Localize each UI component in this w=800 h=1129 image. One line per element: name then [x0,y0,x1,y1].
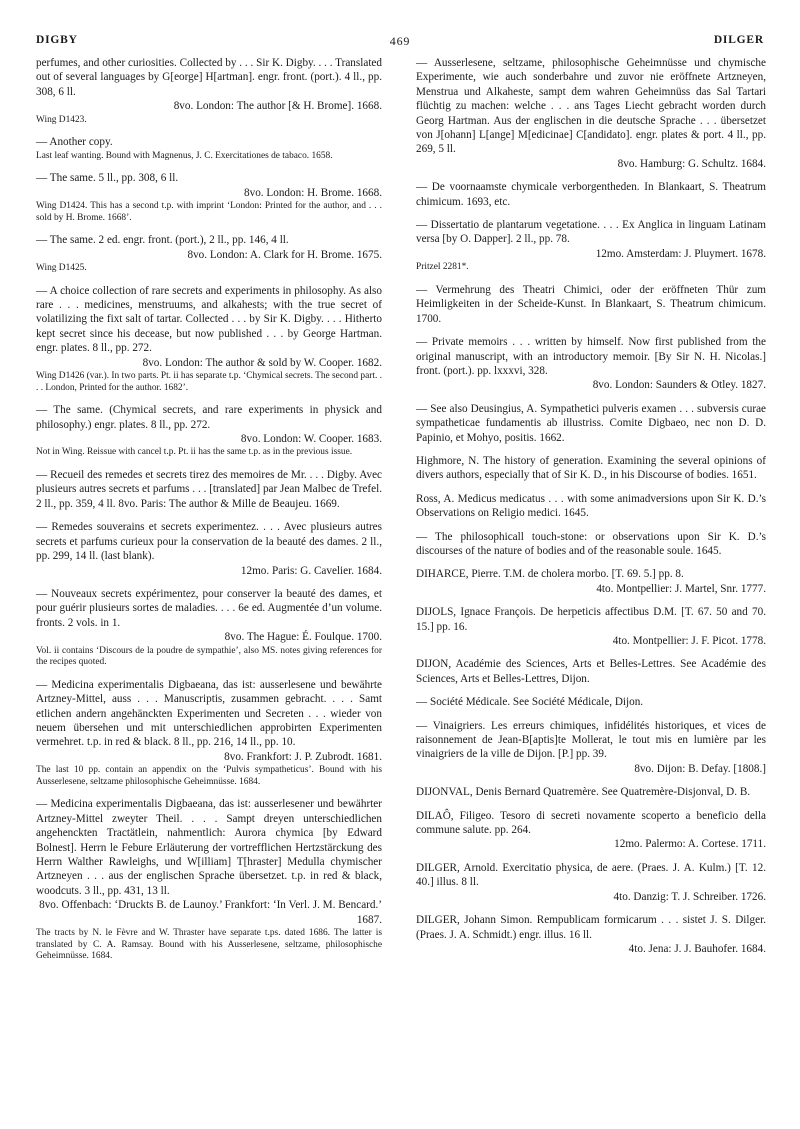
catalogue-entry [416,695,766,709]
catalogue-entry [416,809,766,852]
entry-text: DILGER, Arnold. Exercitatio physica, de aere. (Praes. J. A. Kulm.) [T. 12. 40.] illus. 8 ll. [416,861,766,889]
entry-imprint: 8vo. The Hague: É. Foulque. 1700. [224,631,382,644]
catalogue-entry [416,283,766,326]
entry-text: — The philosophicall touch-stone: or observations upon Sir K. D.’s discourses of the nature of bodies and of the reasonable soule. 1645. [416,530,766,557]
entry-imprint: 8vo. London: The author [& H. Brome]. 1668. [173,100,382,113]
catalogue-entry [36,468,382,511]
entry-imprint: 8vo. Hamburg: G. Schultz. 1684. [617,157,766,170]
catalogue-entry [416,605,766,648]
catalogue-entry [416,492,766,521]
catalogue-entry [416,402,766,445]
entry-text: — The same. 5 ll., pp. 308, 6 ll. [36,172,179,185]
header-right-headword: DILGER [713,34,764,46]
entry-imprint: 12mo. Paris: G. Cavelier. 1684. [240,564,382,577]
catalogue-entry [416,913,766,956]
catalogue-entry [416,719,766,777]
catalogue-entry [416,530,766,559]
entry-text: — Dissertatio de plantarum vegetatione. . . . Ex Anglica in linguam Latinam versa [by O. Dapper]. 2 ll., pp. 78. [416,219,766,246]
running-header [36,34,764,52]
entry-text: — Nouveaux secrets expérimentez, pour conserver la beauté des dames, et pour guérir plusieurs sortes de maladies. . . . 6e ed. Augmentée d’un volume. fronts. 2 vols. in 1. [36,587,382,629]
entry-imprint: 8vo. London: W. Cooper. 1683. [240,433,382,446]
left-column [36,56,382,972]
entry-text: DILAÔ, Filigeo. Tesoro di secreti novamente scoperto a beneficio della commune salute. pp. 264. [416,809,766,837]
catalogue-entry [416,180,766,209]
catalogue-entry [36,56,382,126]
header-left-headword: DIGBY [36,34,78,46]
entry-imprint: 4to. Montpellier: J. F. Picot. 1778. [612,635,766,647]
entry-text: — Recueil des remedes et secrets tirez des memoires de Mr. . . . Digby. Avec plusieurs autres secrets et parfums . . . [translated] par Jean Malbec de Trefel. 2 ll., pp. 359, 4 ll. 8vo. Paris: The author & Mille de Beaujeu. 1669. [36,469,382,510]
catalogue-entry [36,678,382,789]
entry-text: — A choice collection of rare secrets and experiments in philosophy. As also rare . . . medicines, menstruums, and alkahests; with the true secret of volatilizing the fixt salt of tartar. Collected . . . by Sir K. Digby. . . . Hitherto kept secret since his decease, but now published . . . by George Hartman. engr. plates. 8 ll., pp. 272. [36,284,382,355]
entry-imprint: 8vo. London: H. Brome. 1668. [244,186,382,199]
entry-imprint: 4to. Jena: J. J. Bauhofer. 1684. [628,942,766,955]
catalogue-entry [416,56,766,171]
entry-imprint: 4to. Montpellier: J. Martel, Snr. 1777. [596,582,766,595]
entry-note: Wing D1425. [36,263,87,274]
entry-note: Pritzel 2281*. [416,262,469,273]
entry-note: Wing D1424. This has a second t.p. with imprint ‘London: Printed for the author, and . . . sold by H. Brome. 1668’. [36,201,382,223]
entry-text: — See also Deusingius, A. Sympathetici pulveris examen . . . subversis curae sympatheticae fundamentis ab illustriss. Comite Digbaeo, nec non D. D. Papinio, et Mohyo, positis. 1662. [416,402,766,444]
entry-text: Ross, A. Medicus medicatus . . . with some animadversions upon Sir K. D.’s Observations on Religio medici. 1645. [416,492,766,520]
entry-text: — Medicina experimentalis Digbaeana, das ist: ausserlesene und bewährte Artzney-Mittel, auss . . . Manuscriptis, zusammen gebracht. . . . Samt etlichen andern angehänckten Experimenten und Secreten . . . wieder von neuem übersehen und mit unterschiedlichen approbirten Experimenten vermehret. t.p. in red & black. 8 ll., pp. 216, 14 ll., pp. 10. [36,678,382,749]
entry-note: The tracts by N. le Fèvre and W. Thraster have separate t.ps. dated 1686. The latter is translated by C. A. Ramsay. Bound with his Ausserlesene, seltzame, philosophische Geheimnüsse. 1684. [36,928,382,962]
entry-imprint: 8vo. Offenbach: ‘Druckts B. de Launoy.’ Frankfort: ‘In Verl. J. M. Bencard.’ 1687. [39,899,382,926]
catalogue-entry [416,454,766,483]
entry-imprint: 8vo. Dijon: B. Defay. [1808.] [634,762,766,775]
entry-text: DIJOLS, Ignace François. De herpeticis affectibus D.M. [T. 67. 50 and 70. 15.] pp. 16. [416,606,766,633]
catalogue-entry [416,861,766,904]
entry-imprint: 8vo. Frankfort: J. P. Zubrodt. 1681. [224,750,382,763]
page-number: 469 [389,34,411,48]
entry-text: — Société Médicale. See Société Médicale, Dijon. [416,696,644,709]
entry-text: DILGER, Johann Simon. Rempublicam formicarum . . . sistet J. S. Dilger. (Praes. J. A. Schmidt.) engr. illus. 16 ll. [416,914,766,941]
entry-note: Wing D1426 (var.). In two parts. Pt. ii has separate t.p. ‘Chymical secrets. The second part. . . . London, Printed for the author. 1682’. [36,371,382,393]
catalogue-entry [416,567,766,596]
entry-text: DIJON, Académie des Sciences, Arts et Belles-Lettres. See Académie des Sciences, Arts et Belles-Lettres, Dijon. [416,658,766,685]
entry-text: — Medicina experimentalis Digbaeana, das ist: ausserlesener und bewährter Artzney-Mittel zweyter Theil. . . . Sampt dreyen unterschiedlichen angehenckten Tractätlein, nahmentlich: Aurora chymica [by Edward Bolnest]. Herrn le Febure Erläuterung der vortrefflichen Hertzstärckung des Herrn Walther Rawleighs, und W[illiam] T[hraster] Medulla chymischer Artzneyen . . . aus der englischen Sprache übersetzet. t.p. in red & black, woodcuts. 3 ll., pp. 431, 13 ll. [36,798,382,897]
catalogue-entry [36,284,382,395]
entry-imprint: 12mo. Palermo: A. Cortese. 1711. [614,838,766,851]
entry-note: Wing D1423. [36,114,87,125]
entry-text: — Vermehrung des Theatri Chimici, oder der eröffneten Thür zum Heimligkeiten in der Scheide-Kunst. In Blankaart, S. Theatrum chimicum. 1700. [416,283,766,325]
catalogue-entry [36,797,382,962]
entry-note: Not in Wing. Reissue with cancel t.p. Pt. ii has the same t.p. as in the previous issue. [36,447,353,458]
catalogue-entry [36,587,382,669]
entry-note: The last 10 pp. contain an appendix on the ‘Pulvis sympatheticus’. Bound with his Ausserlesene, seltzame philosophische Geheimnüsse. 1684. [36,765,382,787]
catalogue-entry [36,135,382,162]
entry-note: Last leaf wanting. Bound with Magnenus, J. C. Exercitationes de tabaco. 1658. [36,150,333,161]
entry-text: perfumes, and other curiosities. Collected by . . . Sir K. Digby. . . . Translated out of several languages by G[eorge] H[artman]. engr. front. (port.). 4 ll., pp. 308, 6 ll. [36,57,382,98]
entry-text: — Ausserlesene, seltzame, philosophische Geheimnüsse und chymische Experimente, wie auch sonderbahre und zuvor nie eröffnete Artzneyen, Menstrua und Alkaheste, sampt dem wahren Geheimnüss das Sal Tartari flüchtig zu machen: welche . . . ans Tages Liecht gebracht worden durch Georg Hartman. Aus der englischen in die deutsche Sprache . . . übersetzet von J[ohann] L[ange] M[edicinae] C[andidato]. engr. plates & port. 4 ll., pp. 269, 5 ll. [416,57,766,156]
catalogue-entry [416,335,766,393]
right-column [416,56,766,965]
catalogue-entry [36,233,382,274]
catalogue-entry [416,785,766,799]
entry-imprint: 8vo. London: A. Clark for H. Brome. 1675. [187,248,382,261]
entry-text: — The same. 2 ed. engr. front. (port.), 2 ll., pp. 146, 4 ll. [36,234,289,247]
entry-text: DIJONVAL, Denis Bernard Quatremère. See Quatremère-Disjonval, D. B. [416,786,751,799]
entry-imprint: 8vo. London: The author & sold by W. Cooper. 1682. [142,356,382,369]
entry-text: — De voornaamste chymicale verborgentheden. In Blankaart, S. Theatrum chimicum. 1693, etc. [416,181,766,208]
catalogue-entry [416,218,766,274]
entry-text: — Remedes souverains et secrets experimentez. . . . Avec plusieurs autres secrets et parfums curieux pour la conservation de la beauté des dames. 2 ll., pp. 299, 14 ll. (last blank). [36,521,382,563]
entry-imprint: 8vo. London: Saunders & Otley. 1827. [592,379,766,392]
entry-text: — Another copy. [36,136,113,149]
entry-note: Vol. ii contains ‘Discours de la poudre de sympathie’, also MS. notes giving references for the recipes quoted. [36,645,382,668]
entry-text: DIHARCE, Pierre. T.M. de cholera morbo. [T. 69. 5.] pp. 8. [416,568,684,581]
entry-text: — Private memoirs . . . written by himself. Now first published from the original manuscript, with an introductory memoir. [By Sir N. H. Nicolas.] front. (port.). pp. lxxxvi, 328. [416,336,766,377]
catalogue-entry [416,657,766,686]
catalogue-entry [36,171,382,224]
catalogue-entry [36,520,382,578]
entry-text: — The same. (Chymical secrets, and rare experiments in physick and philosophy.) engr. plates. 8 ll., pp. 272. [36,404,382,431]
catalogue-entry [36,403,382,459]
entry-imprint: 4to. Danzig: T. J. Schreiber. 1726. [613,890,766,903]
entry-text: — Vinaigriers. Les erreurs chimiques, infidélités historiques, et vices de raisonnement de Jean-B[aptis]te Mollerat, le tout mis en lumière par les vinaigriers de la ville de Dijon. [P.] pp. 39. [416,719,766,761]
entry-imprint: 12mo. Amsterdam: J. Pluymert. 1678. [595,247,766,260]
entry-text: Highmore, N. The history of generation. Examining the several opinions of divers authors, especially that of Sir K. D., in his Discourse of bodies. 1651. [416,454,766,482]
